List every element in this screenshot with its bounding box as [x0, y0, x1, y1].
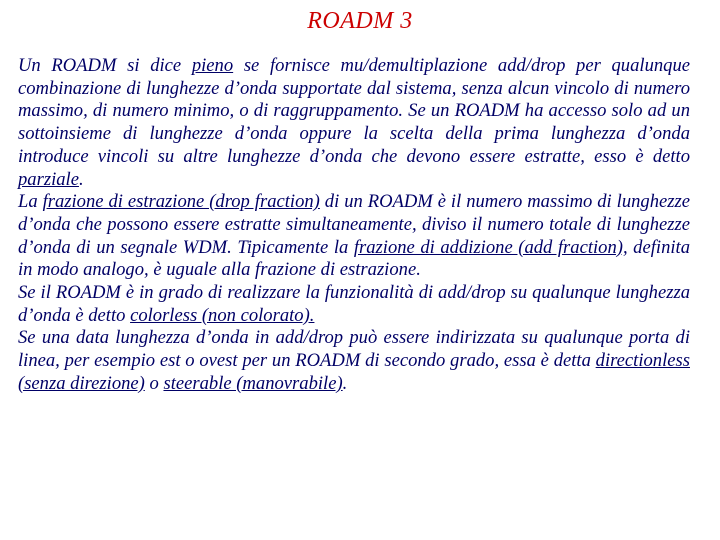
text-run: . [342, 372, 348, 394]
paragraph-colorless [18, 282, 690, 327]
slide-body [18, 55, 690, 396]
text-run: Un ROADM si dice [18, 55, 192, 76]
text-run: di un ROADM è il numero massimo di lunghezze d’onda che possono essere estratte simultaneamente, diviso il numero totale di lunghezze d’onda di un segnale WDM. Tipicamente la [18, 191, 690, 258]
paragraph-drop-fraction [18, 191, 690, 282]
term-colorless: colorless (non colorato). [130, 304, 315, 326]
text-run: o [144, 372, 164, 394]
text-run: se fornisce mu/demultiplazione add/drop per qualunque combinazione di lunghezze d’onda supportate dal sistema, senza alcun vincolo di numero massimo, di numero minimo, o di raggruppamento. Se un ROADM ha accesso solo ad un sottoinsieme di lunghezze d’onda oppure la scelta della prima lunghezza d’onda introduce vincoli su altre lunghezze d’onda che devono essere estratte, esso è detto [18, 55, 691, 167]
paragraph-directionless [18, 327, 690, 395]
text-run: . [78, 168, 84, 190]
text-run: Se il ROADM è in grado di realizzare la funzionalità di add/drop su qualunque lunghezza d’onda è detto [18, 282, 690, 326]
slide-title: ROADM 3 [307, 8, 413, 34]
term-parziale: parziale [18, 168, 79, 190]
term-pieno: pieno [191, 55, 234, 76]
term-drop-fraction: frazione di estrazione (drop fraction) [42, 191, 320, 213]
term-steerable: steerable (manovrabile) [163, 372, 343, 394]
text-run: definita in modo analogo, è uguale alla frazione di estrazione. [18, 236, 690, 281]
term-directionless: directionless (senza direzione) [18, 350, 690, 394]
text-run: Se una data lunghezza d’onda in add/drop può essere indirizzata su qualunque porta di linea, per esempio est o ovest per un ROADM di secondo grado, essa è detta [18, 327, 690, 372]
paragraph-definition-pieno [18, 55, 690, 191]
term-add-fraction: frazione di addizione (add fraction), [353, 236, 628, 258]
text-run: La [18, 191, 43, 213]
